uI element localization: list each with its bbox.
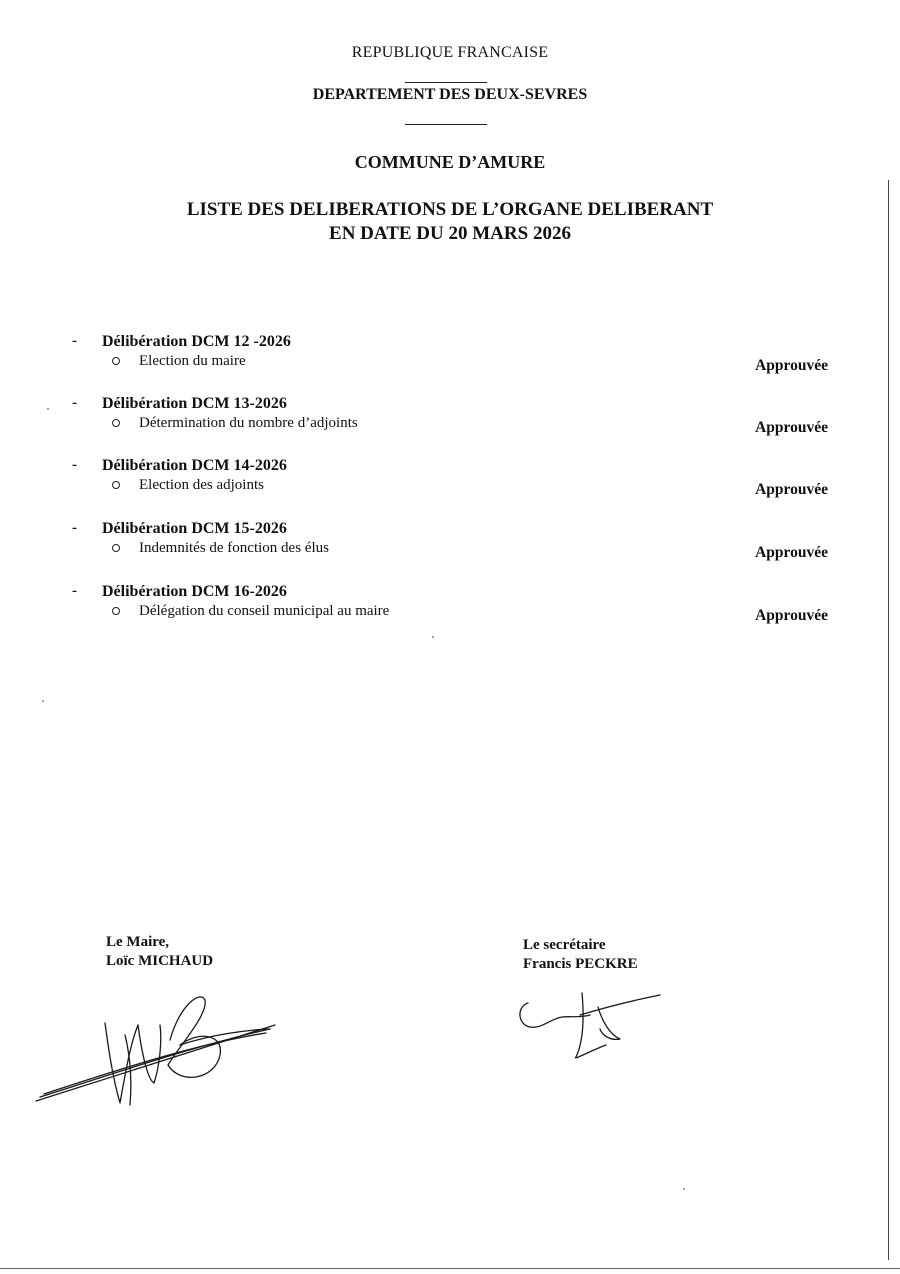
deliberation-subject: Election des adjoints [139, 477, 264, 493]
document-title-line1: LISTE DES DELIBERATIONS DE L’ORGANE DELIBERANT [186, 199, 714, 220]
list-bullet: - [72, 520, 77, 536]
document-title-line2: EN DATE DU 20 MARS 2026 [329, 223, 571, 244]
list-item [0, 520, 900, 580]
circle-bullet-icon [112, 607, 120, 615]
secretary-name: Francis PECKRE [523, 956, 638, 972]
circle-bullet-icon [112, 544, 120, 552]
deliberation-label: Délibération DCM 15-2026 [102, 520, 287, 537]
deliberation-subject: Indemnités de fonction des élus [139, 540, 329, 556]
deliberation-subject: Election du maire [139, 353, 246, 369]
secretary-signature-block [523, 936, 638, 974]
scan-edge-line [888, 180, 889, 1260]
list-bullet: - [72, 333, 77, 349]
list-item [0, 395, 900, 455]
department-heading: DEPARTEMENT DES DEUX-SEVRES [312, 86, 588, 103]
status-label: Approuvée [755, 544, 828, 561]
scan-speck [42, 700, 44, 702]
circle-bullet-icon [112, 357, 120, 365]
deliberation-label: Délibération DCM 12 -2026 [102, 333, 291, 350]
mayor-role: Le Maire, [106, 934, 170, 950]
divider-rule [405, 124, 487, 125]
document-title [0, 198, 900, 246]
mayor-signature-block [106, 933, 213, 971]
status-label: Approuvée [755, 607, 828, 624]
deliberation-subject: Détermination du nombre d’adjoints [139, 415, 358, 431]
list-item [0, 457, 900, 517]
deliberation-label: Délibération DCM 14-2026 [102, 457, 287, 474]
list-item [0, 333, 900, 393]
circle-bullet-icon [112, 481, 120, 489]
country-heading: REPUBLIQUE FRANCAISE [351, 44, 549, 61]
mayor-name: Loïc MICHAUD [106, 953, 214, 969]
scan-speck [683, 1188, 685, 1190]
scan-speck [432, 636, 434, 638]
list-bullet: - [72, 395, 77, 411]
secretary-signature-icon [510, 985, 670, 1065]
scan-bottom-line [0, 1268, 900, 1269]
status-label: Approuvée [755, 481, 828, 498]
status-label: Approuvée [755, 357, 828, 374]
deliberation-label: Délibération DCM 13-2026 [102, 395, 287, 412]
deliberation-subject: Délégation du conseil municipal au maire [139, 603, 390, 619]
list-bullet: - [72, 457, 77, 473]
divider-rule [405, 82, 487, 83]
deliberation-label: Délibération DCM 16-2026 [102, 583, 287, 600]
status-label: Approuvée [755, 419, 828, 436]
commune-heading: COMMUNE D’AMURE [354, 152, 546, 172]
mayor-signature-icon [30, 985, 290, 1115]
list-bullet: - [72, 583, 77, 599]
scan-speck [47, 408, 49, 410]
circle-bullet-icon [112, 419, 120, 427]
list-item [0, 583, 900, 643]
secretary-role: Le secrétaire [523, 937, 606, 953]
